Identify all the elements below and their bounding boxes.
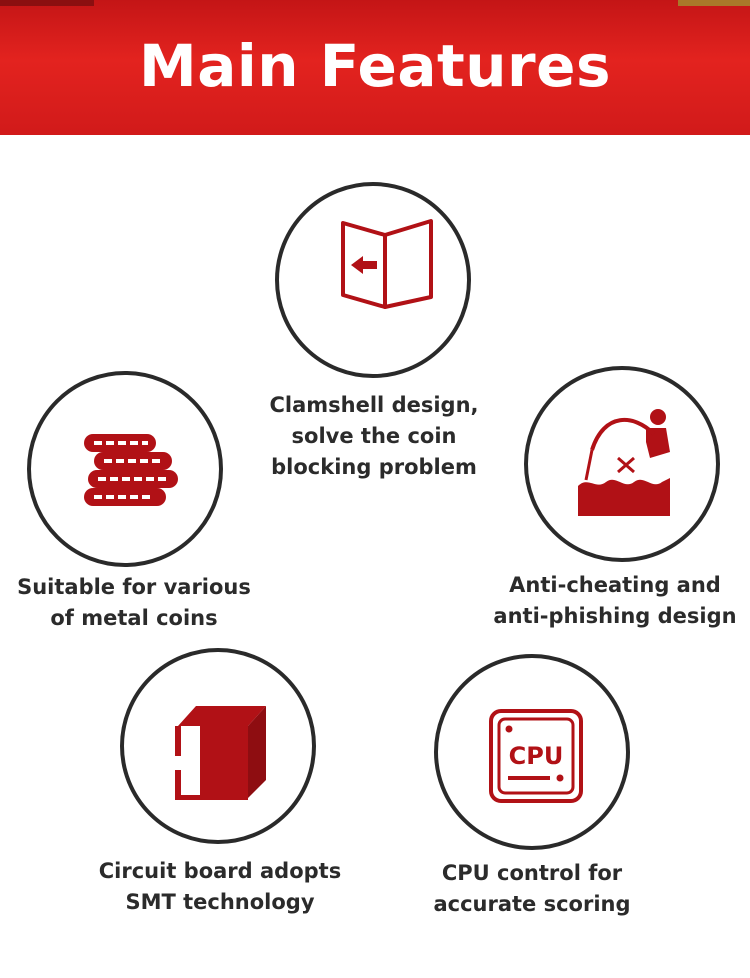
feature-label-anti-cheat [480,570,750,632]
door-arrow-icon [333,215,438,315]
coin-stack-icon [80,430,182,508]
feature-label-line: Circuit board adopts [98,859,342,883]
feature-label-line: blocking problem [271,455,477,479]
feature-label-smt [86,856,354,918]
header-banner [0,0,750,135]
feature-label-line: Clamshell design, [269,393,479,417]
feature-label-line: Anti-cheating and [509,573,721,597]
feature-label-coins [0,572,268,634]
feature-label-line: anti-phishing design [493,604,737,628]
cpu-chip-text: CPU [508,742,564,770]
header-accent-right [678,0,750,6]
feature-label-line: accurate scoring [433,892,631,916]
header-accent-left [0,0,94,6]
feature-label-line: Suitable for various [17,575,251,599]
feature-label-line: SMT technology [125,890,315,914]
cube-icon [172,704,270,800]
feature-label-line: CPU control for [441,861,623,885]
page-title: Main Features [139,32,611,100]
feature-label-line: of metal coins [50,606,218,630]
cpu-icon [488,708,584,804]
feature-label-cpu [398,858,666,920]
fishing-anti-cheat-icon [574,408,674,518]
feature-label-clamshell [240,390,508,483]
feature-label-line: solve the coin [291,424,457,448]
